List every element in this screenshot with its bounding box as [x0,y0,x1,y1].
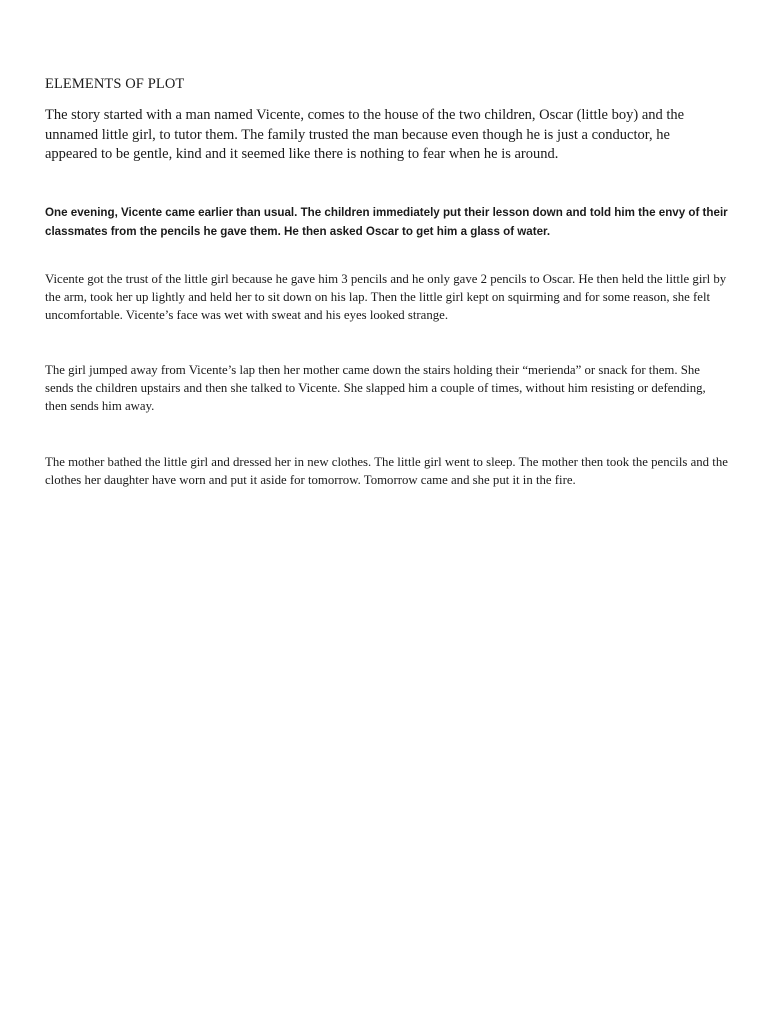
paragraph-mother-arrives: The girl jumped away from Vicente’s lap then her mother came down the stairs holding their “merienda” or snack for them. She sends the children upstairs and then she talked to Vicente. She slapped him a couple of times, without him resisting or defending, then sends him away. [45,363,706,413]
paragraph-intro: The story started with a man named Vicente, comes to the house of the two children, Oscar (little boy) and the unnamed little girl, to tutor them. The family trusted the man because even though he is just a conductor, he appeared to be gentle, kind and it seemed like there is nothing to fear when he is around. [45,107,685,162]
document-heading: ELEMENTS OF PLOT [45,76,185,92]
paragraph-trust: Vicente got the trust of the little girl because he gave him 3 pencils and he only gave 2 pencils to Oscar. He then held the little girl by the arm, took her up lightly and held her to sit down on his lap. Then the little girl kept on squirming and for some reason, she felt uncomfortable. Vicente’s face was wet with sweat and his eyes looked strange. [45,272,727,322]
paragraph-evening: One evening, Vicente came earlier than usual. The children immediately put their lesson down and told him the envy of their classmates from the pencils he gave them. He then asked Oscar to get him a glass of water. [45,206,728,238]
paragraph-ending: The mother bathed the little girl and dressed her in new clothes. The little girl went to sleep. The mother then took the pencils and the clothes her daughter have worn and put it aside for tomorrow. Tomorrow came and she put it in the fire. [45,455,728,487]
